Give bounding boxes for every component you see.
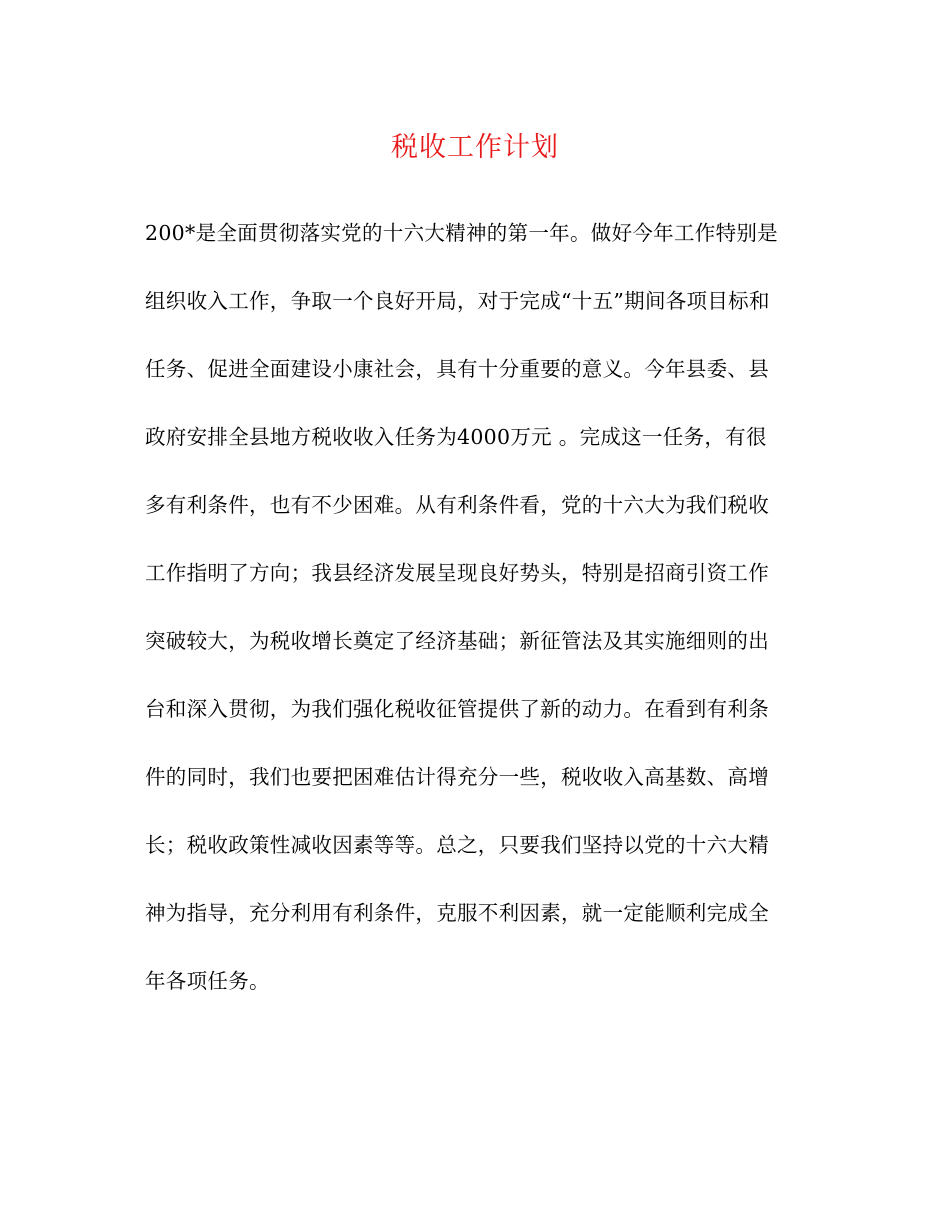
body-line: 工作指明了方向；我县经济发展呈现良好势头，特别是招商引资工作	[145, 561, 769, 585]
document-title: 税收工作计划	[391, 132, 559, 163]
body-line: 200*是全面贯彻落实党的十六大精神的第一年。做好今年工作特别是	[145, 221, 778, 245]
document-body	[145, 210, 805, 1026]
body-line: 年各项任务。	[145, 969, 270, 993]
body-line: 神为指导，充分利用有利条件，克服不利因素，就一定能顺利完成全	[145, 901, 769, 925]
body-line: 件的同时，我们也要把困难估计得充分一些，税收收入高基数、高增	[145, 765, 769, 789]
body-line: 台和深入贯彻，为我们强化税收征管提供了新的动力。在看到有利条	[145, 697, 769, 721]
body-line: 长；税收政策性减收因素等等。总之，只要我们坚持以党的十六大精	[145, 833, 769, 857]
body-line: 多有利条件，也有不少困难。从有利条件看，党的十六大为我们税收	[145, 493, 769, 517]
body-line: 任务、促进全面建设小康社会，具有十分重要的意义。今年县委、县	[145, 357, 769, 381]
body-line: 政府安排全县地方税收收入任务为4000万元 。完成这一任务，有很	[145, 425, 767, 449]
body-line: 组织收入工作，争取一个良好开局，对于完成“十五”期间各项目标和	[145, 289, 770, 313]
body-line: 突破较大，为税收增长奠定了经济基础；新征管法及其实施细则的出	[145, 629, 769, 653]
